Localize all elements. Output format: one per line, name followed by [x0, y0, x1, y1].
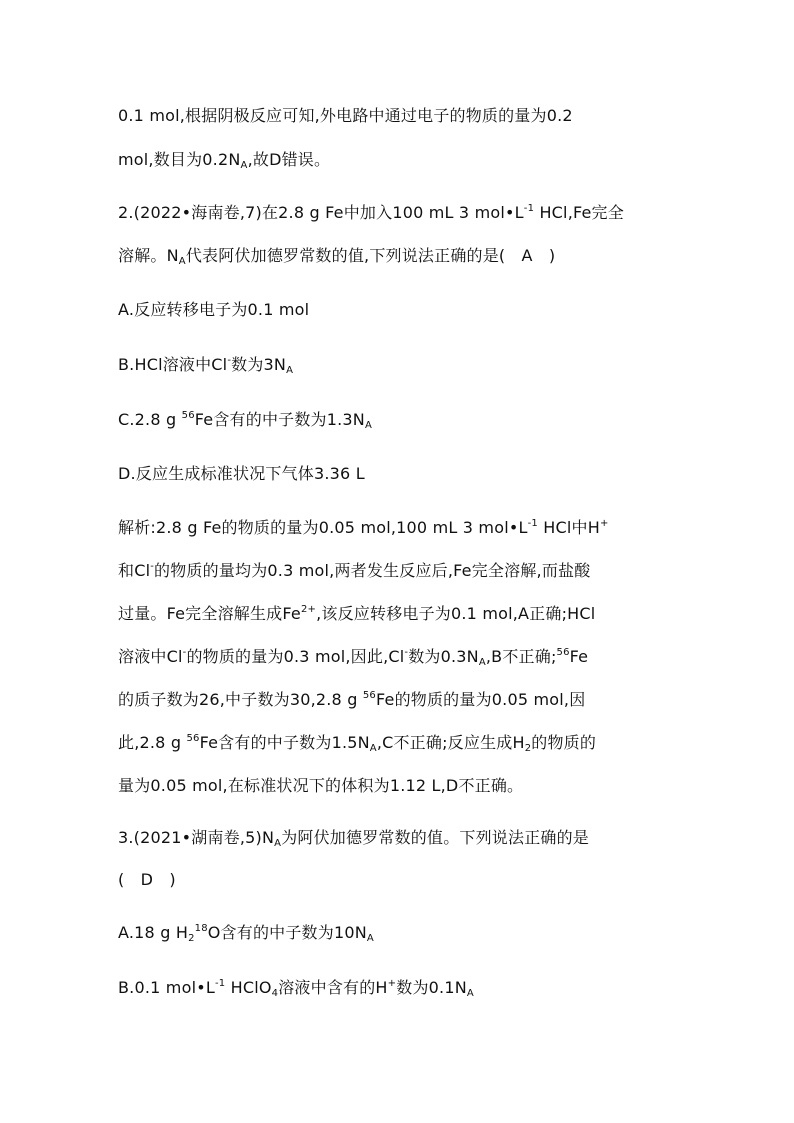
question-3-stem-line [118, 828, 589, 848]
analysis-line [118, 690, 585, 710]
text-segment: HCl中H [537, 518, 600, 537]
option-b [118, 978, 474, 998]
text-segment: 56 [556, 647, 570, 658]
text-segment: A [240, 160, 248, 171]
text-segment: 溶解。N [118, 246, 179, 265]
text-segment: A [478, 657, 486, 668]
text-segment: ,故D错误。 [247, 150, 331, 169]
text-segment: 数为0.3N [408, 647, 479, 666]
text-segment: 0.1 mol,根据阴极反应可知,外电路中通过电子的物质的量为0.2 [118, 106, 573, 125]
text-segment: - [227, 355, 232, 366]
text-segment: 56 [362, 690, 376, 701]
text-segment: - [150, 561, 155, 572]
text-segment: 数为3N [231, 355, 287, 374]
analysis-line [118, 604, 595, 624]
text-segment: 18 [194, 923, 208, 934]
option-c [118, 410, 372, 430]
analysis-line [118, 647, 588, 667]
option-a [118, 923, 374, 943]
text-segment: 56 [186, 733, 200, 744]
text-segment: D.反应生成标准状况下气体3.36 L [118, 464, 365, 483]
text-segment: 2 [188, 933, 195, 944]
text-segment: 的质子数为26,中子数为30,2.8 g [118, 690, 363, 709]
text-segment: 的物质的量为0.3 mol,因此,Cl [186, 647, 405, 666]
question-2-stem-line [118, 203, 624, 223]
text-segment: A [364, 420, 372, 431]
text-segment: Fe [569, 647, 589, 666]
text-segment: HClO [225, 978, 272, 997]
text-segment: 3.(2021•湖南卷,5)N [118, 828, 275, 847]
text-segment: ,C不正确;反应生成H [376, 733, 525, 752]
text-segment: - [182, 647, 187, 658]
analysis-line [118, 733, 596, 753]
text-segment: A [178, 256, 186, 267]
text-segment: ,B不正确; [485, 647, 557, 666]
text-segment: 过量。Fe完全溶解生成Fe [118, 604, 301, 623]
text-segment: - [404, 647, 409, 658]
text-segment: 56 [181, 410, 195, 421]
text-segment: 数为0.1N [396, 978, 467, 997]
text-segment: 溶液中含有的H [278, 978, 388, 997]
text-segment: A [466, 988, 474, 999]
text-segment: 代表阿伏加德罗常数的值,下列说法正确的是( A ) [185, 246, 556, 265]
text-segment: HCl,Fe完全 [534, 203, 624, 222]
text-segment: Fe的物质的量为0.05 mol,因 [376, 690, 586, 709]
text-line [118, 150, 330, 170]
text-segment: A [274, 838, 282, 849]
question-2-stem-line [118, 246, 555, 266]
text-segment: 2.(2022•海南卷,7)在2.8 g Fe中加入100 mL 3 mol•L [118, 203, 524, 222]
option-a [118, 300, 309, 320]
analysis-line [118, 518, 609, 538]
text-segment: 4 [271, 988, 279, 999]
text-segment: 和Cl [118, 561, 151, 580]
text-line [118, 106, 573, 126]
text-segment: 的物质的量均为0.3 mol,两者发生反应后,Fe完全溶解,而盐酸 [154, 561, 591, 580]
text-segment: A.反应转移电子为0.1 mol [118, 300, 310, 319]
text-segment: 解析:2.8 g Fe的物质的量为0.05 mol,100 mL 3 mol•L [118, 518, 528, 537]
text-segment: 的物质的 [531, 733, 597, 752]
text-segment: B.0.1 mol•L [118, 978, 215, 997]
text-segment: A [286, 365, 294, 376]
analysis-line [118, 561, 590, 581]
text-segment: O含有的中子数为10N [207, 923, 367, 942]
text-segment: + [599, 518, 609, 529]
text-segment: 此,2.8 g [118, 733, 187, 752]
text-segment: Fe含有的中子数为1.3N [194, 410, 365, 429]
text-segment: 溶液中Cl [118, 647, 183, 666]
analysis-line [118, 776, 523, 796]
text-segment: 为阿伏加德罗常数的值。下列说法正确的是 [281, 828, 590, 847]
text-segment: + [387, 978, 397, 989]
text-segment: 2 [524, 743, 532, 754]
text-segment: A [366, 933, 374, 944]
text-segment: B.HCl溶液中Cl [118, 355, 228, 374]
text-segment: C.2.8 g [118, 410, 182, 429]
text-segment: ,该反应转移电子为0.1 mol,A正确;HCl [316, 604, 596, 623]
option-d [118, 464, 365, 484]
text-segment: A [369, 743, 377, 754]
text-segment: -1 [523, 203, 535, 214]
text-segment: Fe含有的中子数为1.5N [199, 733, 370, 752]
text-segment: A.18 g H [118, 923, 189, 942]
text-segment: 2+ [300, 604, 317, 615]
text-segment: 量为0.05 mol,在标准状况下的体积为1.12 L,D不正确。 [118, 776, 524, 795]
text-segment: ( D ) [118, 870, 176, 889]
option-b [118, 355, 293, 375]
text-segment: -1 [527, 518, 538, 529]
text-segment: mol,数目为0.2N [118, 150, 241, 169]
question-3-answer [118, 870, 176, 890]
text-segment: -1 [214, 978, 226, 989]
